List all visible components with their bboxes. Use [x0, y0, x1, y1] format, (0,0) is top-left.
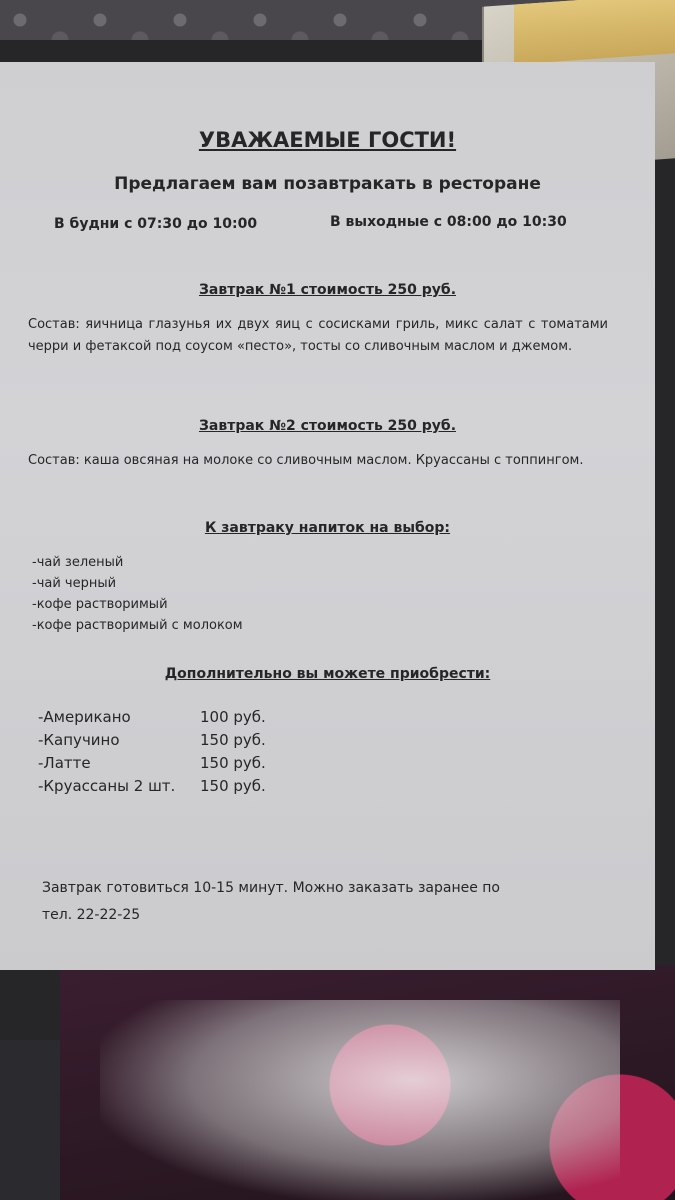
breakfast-2-composition: Состав: каша овсяная на молоке со сливочным маслом. Круассаны с топпингом. [28, 453, 584, 468]
weekday-hours: В будни с 07:30 до 10:00 [54, 216, 258, 232]
notice-subtitle: Предлагаем вам позавтракать в ресторане [114, 174, 541, 194]
extras-list [38, 706, 266, 798]
extra-name: -Американо [38, 708, 131, 726]
extra-name: -Капучино [38, 731, 120, 749]
footer-line-1: Завтрак готовиться 10-15 минут. Можно заказать заранее по [42, 880, 500, 896]
list-item [38, 752, 266, 775]
breakfast-notice [0, 62, 655, 970]
list-item: -чай зеленый [32, 555, 124, 570]
extra-name: -Латте [38, 754, 91, 772]
drinks-list [32, 552, 243, 636]
list-item [38, 729, 266, 752]
breakfast-1-heading: Завтрак №1 стоимость 250 руб. [198, 282, 457, 298]
footer-line-2: тел. 22-22-25 [42, 907, 141, 923]
extra-name: -Круассаны 2 шт. [38, 777, 176, 795]
extra-price: 150 руб. [200, 754, 266, 772]
breakfast-1-composition: Состав: яичница глазунья их двух яиц с сосисками гриль, микс салат с томатами черри и фетаксой под соусом «песто», тосты со сливочным маслом и джемом. [28, 317, 608, 354]
breakfast-2-heading: Завтрак №2 стоимость 250 руб. [198, 418, 457, 434]
list-item [38, 775, 266, 798]
list-item: -чай черный [32, 576, 117, 591]
list-item: -кофе растворимый [32, 597, 168, 612]
extra-price: 150 руб. [200, 777, 266, 795]
extra-price: 150 руб. [200, 731, 266, 749]
drinks-heading: К завтраку напиток на выбор: [204, 520, 451, 536]
plastic-bag [100, 1000, 620, 1200]
notice-title: УВАЖАЕМЫЕ ГОСТИ! [198, 128, 457, 152]
extras-heading: Дополнительно вы можете приобрести: [164, 666, 491, 682]
list-item [38, 706, 266, 729]
list-item: -кофе растворимый с молоком [32, 618, 243, 633]
extra-price: 100 руб. [200, 708, 266, 726]
weekend-hours: В выходные с 08:00 до 10:30 [330, 214, 567, 230]
